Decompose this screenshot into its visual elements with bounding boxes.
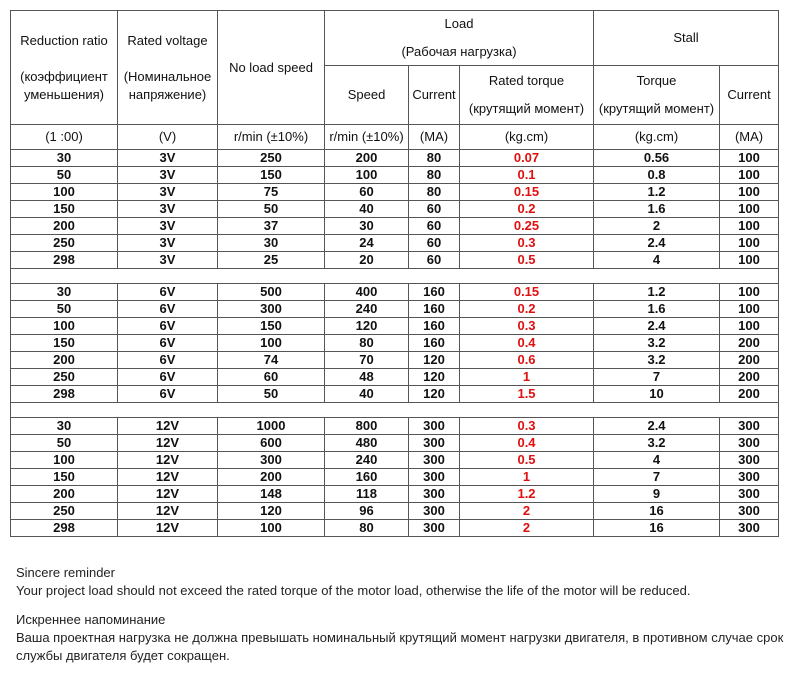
stall-current-cell: 200 xyxy=(720,386,779,403)
stall-current-header: Current xyxy=(720,66,779,125)
no-load-speed-cell: 50 xyxy=(218,386,325,403)
stall-torque-cell: 3.2 xyxy=(594,335,720,352)
voltage-cell: 3V xyxy=(118,201,218,218)
ratio-cell: 298 xyxy=(11,520,118,537)
rated-torque-cell: 1 xyxy=(460,369,594,386)
voltage-cell: 12V xyxy=(118,469,218,486)
load-speed-cell: 96 xyxy=(325,503,409,520)
no-load-speed-cell: 600 xyxy=(218,435,325,452)
stall-torque-cell: 2.4 xyxy=(594,235,720,252)
reminder-en-title: Sincere reminder xyxy=(16,565,115,580)
no-load-speed-cell: 75 xyxy=(218,184,325,201)
rated-torque-cell: 0.1 xyxy=(460,167,594,184)
load-current-cell: 300 xyxy=(409,452,460,469)
voltage-cell: 3V xyxy=(118,252,218,269)
ratio-cell: 200 xyxy=(11,218,118,235)
ratio-cell: 250 xyxy=(11,369,118,386)
voltage-cell: 12V xyxy=(118,486,218,503)
no-load-speed-cell: 150 xyxy=(218,318,325,335)
load-speed-cell: 240 xyxy=(325,301,409,318)
ratio-cell: 30 xyxy=(11,150,118,167)
rated-torque-cell: 1 xyxy=(460,469,594,486)
table-row xyxy=(11,418,779,435)
ratio-cell: 50 xyxy=(11,167,118,184)
rated-torque-cell: 0.15 xyxy=(460,184,594,201)
load-speed-cell: 70 xyxy=(325,352,409,369)
load-current-cell: 60 xyxy=(409,218,460,235)
stall-current-cell: 300 xyxy=(720,503,779,520)
load-speed-cell: 120 xyxy=(325,318,409,335)
load-speed-cell: 100 xyxy=(325,167,409,184)
rated-torque-cell: 0.25 xyxy=(460,218,594,235)
rated-torque-cell: 0.3 xyxy=(460,318,594,335)
stall-current-cell: 100 xyxy=(720,252,779,269)
stall-torque-cell: 2 xyxy=(594,218,720,235)
unit-current: (MA) xyxy=(409,125,460,150)
no-load-speed-cell: 50 xyxy=(218,201,325,218)
voltage-cell: 6V xyxy=(118,335,218,352)
stall-torque-cell: 16 xyxy=(594,503,720,520)
stall-torque-cell: 2.4 xyxy=(594,418,720,435)
group-separator xyxy=(11,269,779,284)
ratio-cell: 100 xyxy=(11,318,118,335)
rated-voltage-header: Rated voltage (Номинальное напряжение) xyxy=(118,11,218,125)
stall-current-cell: 200 xyxy=(720,369,779,386)
rated-torque-cell: 0.4 xyxy=(460,335,594,352)
group-separator xyxy=(11,403,779,418)
no-load-speed-cell: 148 xyxy=(218,486,325,503)
voltage-cell: 3V xyxy=(118,235,218,252)
ratio-cell: 250 xyxy=(11,235,118,252)
voltage-cell: 6V xyxy=(118,386,218,403)
load-speed-cell: 160 xyxy=(325,469,409,486)
stall-torque-cell: 3.2 xyxy=(594,352,720,369)
load-current-cell: 80 xyxy=(409,167,460,184)
voltage-cell: 12V xyxy=(118,418,218,435)
stall-current-cell: 100 xyxy=(720,150,779,167)
no-load-speed-cell: 25 xyxy=(218,252,325,269)
load-speed-cell: 800 xyxy=(325,418,409,435)
stall-current-cell: 100 xyxy=(720,284,779,301)
no-load-speed-cell: 1000 xyxy=(218,418,325,435)
load-speed-header: Speed xyxy=(325,66,409,125)
load-speed-cell: 40 xyxy=(325,201,409,218)
rated-torque-cell: 2 xyxy=(460,520,594,537)
load-current-cell: 60 xyxy=(409,235,460,252)
ratio-cell: 50 xyxy=(11,435,118,452)
no-load-speed-cell: 120 xyxy=(218,503,325,520)
rated-torque-cell: 0.07 xyxy=(460,150,594,167)
load-current-cell: 60 xyxy=(409,252,460,269)
load-speed-cell: 400 xyxy=(325,284,409,301)
ratio-cell: 100 xyxy=(11,184,118,201)
table-row xyxy=(11,318,779,335)
no-load-speed-cell: 300 xyxy=(218,301,325,318)
stall-current-cell: 100 xyxy=(720,167,779,184)
rated-torque-cell: 0.3 xyxy=(460,418,594,435)
reminder-ru-title: Искреннее напоминание xyxy=(16,612,166,627)
ratio-cell: 50 xyxy=(11,301,118,318)
load-current-cell: 120 xyxy=(409,386,460,403)
rated-torque-cell: 0.15 xyxy=(460,284,594,301)
stall-current-cell: 100 xyxy=(720,301,779,318)
load-speed-cell: 118 xyxy=(325,486,409,503)
no-load-speed-header: No load speed xyxy=(218,11,325,125)
ratio-cell: 100 xyxy=(11,452,118,469)
load-current-cell: 120 xyxy=(409,352,460,369)
load-current-cell: 120 xyxy=(409,369,460,386)
ratio-cell: 150 xyxy=(11,201,118,218)
stall-current-cell: 300 xyxy=(720,418,779,435)
stall-torque-header: Torque (крутящий момент) xyxy=(594,66,720,125)
table-row xyxy=(11,335,779,352)
unit-stall-torque: (kg.cm) xyxy=(594,125,720,150)
voltage-cell: 6V xyxy=(118,318,218,335)
no-load-speed-cell: 150 xyxy=(218,167,325,184)
stall-torque-cell: 10 xyxy=(594,386,720,403)
rated-torque-cell: 0.4 xyxy=(460,435,594,452)
voltage-cell: 6V xyxy=(118,369,218,386)
stall-torque-cell: 9 xyxy=(594,486,720,503)
stall-torque-cell: 16 xyxy=(594,520,720,537)
load-speed-cell: 40 xyxy=(325,386,409,403)
voltage-cell: 6V xyxy=(118,352,218,369)
stall-current-cell: 200 xyxy=(720,335,779,352)
no-load-speed-cell: 30 xyxy=(218,235,325,252)
table-row xyxy=(11,201,779,218)
rated-torque-cell: 0.6 xyxy=(460,352,594,369)
load-current-cell: 160 xyxy=(409,318,460,335)
no-load-speed-cell: 100 xyxy=(218,520,325,537)
voltage-cell: 3V xyxy=(118,218,218,235)
stall-torque-cell: 1.6 xyxy=(594,301,720,318)
load-current-cell: 300 xyxy=(409,418,460,435)
unit-no-load-speed: r/min (±10%) xyxy=(218,125,325,150)
load-current-cell: 80 xyxy=(409,150,460,167)
voltage-cell: 12V xyxy=(118,452,218,469)
stall-current-cell: 300 xyxy=(720,435,779,452)
stall-torque-cell: 1.6 xyxy=(594,201,720,218)
table-row xyxy=(11,301,779,318)
no-load-speed-cell: 250 xyxy=(218,150,325,167)
load-speed-cell: 48 xyxy=(325,369,409,386)
table-row xyxy=(11,184,779,201)
unit-stall-current: (MA) xyxy=(720,125,779,150)
table-row xyxy=(11,486,779,503)
voltage-cell: 3V xyxy=(118,184,218,201)
load-speed-cell: 20 xyxy=(325,252,409,269)
load-speed-cell: 30 xyxy=(325,218,409,235)
voltage-cell: 3V xyxy=(118,167,218,184)
load-current-cell: 60 xyxy=(409,201,460,218)
load-speed-cell: 60 xyxy=(325,184,409,201)
ratio-cell: 298 xyxy=(11,252,118,269)
reminder-en xyxy=(16,564,791,600)
reminder-ru-body: Ваша проектная нагрузка не должна превышать номинальный крутящий момент нагрузки двигателя, в противном случае срок службы двигателя будет сокращен. xyxy=(16,630,784,663)
stall-torque-cell: 7 xyxy=(594,369,720,386)
voltage-cell: 3V xyxy=(118,150,218,167)
table-row xyxy=(11,435,779,452)
ratio-cell: 150 xyxy=(11,335,118,352)
load-speed-cell: 80 xyxy=(325,335,409,352)
stall-current-cell: 100 xyxy=(720,218,779,235)
load-current-cell: 160 xyxy=(409,335,460,352)
stall-torque-cell: 7 xyxy=(594,469,720,486)
unit-ratio: (1 :00) xyxy=(11,125,118,150)
table-row xyxy=(11,520,779,537)
stall-current-cell: 100 xyxy=(720,235,779,252)
stall-header: Stall xyxy=(594,11,779,66)
stall-torque-cell: 2.4 xyxy=(594,318,720,335)
table-row xyxy=(11,218,779,235)
no-load-speed-cell: 100 xyxy=(218,335,325,352)
table-row xyxy=(11,167,779,184)
stall-current-cell: 300 xyxy=(720,486,779,503)
voltage-cell: 12V xyxy=(118,520,218,537)
table-row xyxy=(11,252,779,269)
ratio-cell: 250 xyxy=(11,503,118,520)
load-speed-cell: 80 xyxy=(325,520,409,537)
unit-speed: r/min (±10%) xyxy=(325,125,409,150)
table-row xyxy=(11,386,779,403)
voltage-cell: 12V xyxy=(118,503,218,520)
table-row xyxy=(11,284,779,301)
table-row xyxy=(11,369,779,386)
table-row xyxy=(11,452,779,469)
load-speed-cell: 240 xyxy=(325,452,409,469)
rated-torque-cell: 0.5 xyxy=(460,452,594,469)
ratio-cell: 150 xyxy=(11,469,118,486)
stall-current-cell: 300 xyxy=(720,452,779,469)
load-speed-cell: 200 xyxy=(325,150,409,167)
unit-voltage: (V) xyxy=(118,125,218,150)
load-speed-cell: 480 xyxy=(325,435,409,452)
rated-torque-cell: 0.2 xyxy=(460,201,594,218)
no-load-speed-cell: 74 xyxy=(218,352,325,369)
ratio-cell: 30 xyxy=(11,284,118,301)
stall-current-cell: 100 xyxy=(720,318,779,335)
stall-torque-cell: 1.2 xyxy=(594,184,720,201)
stall-torque-cell: 0.56 xyxy=(594,150,720,167)
rated-torque-cell: 0.3 xyxy=(460,235,594,252)
no-load-speed-cell: 60 xyxy=(218,369,325,386)
reduction-ratio-header: Reduction ratio (коэффициент уменьшения) xyxy=(11,11,118,125)
stall-current-cell: 300 xyxy=(720,520,779,537)
ratio-cell: 30 xyxy=(11,418,118,435)
rated-torque-cell: 0.2 xyxy=(460,301,594,318)
ratio-cell: 298 xyxy=(11,386,118,403)
voltage-cell: 6V xyxy=(118,301,218,318)
voltage-cell: 6V xyxy=(118,284,218,301)
no-load-speed-cell: 300 xyxy=(218,452,325,469)
rated-torque-cell: 1.2 xyxy=(460,486,594,503)
stall-torque-cell: 4 xyxy=(594,452,720,469)
unit-rated-torque: (kg.cm) xyxy=(460,125,594,150)
load-current-cell: 300 xyxy=(409,503,460,520)
table-row xyxy=(11,150,779,167)
load-speed-cell: 24 xyxy=(325,235,409,252)
stall-current-cell: 300 xyxy=(720,469,779,486)
stall-torque-cell: 4 xyxy=(594,252,720,269)
load-current-cell: 160 xyxy=(409,284,460,301)
stall-current-cell: 100 xyxy=(720,201,779,218)
load-header: Load (Рабочая нагрузка) xyxy=(325,11,594,66)
rated-torque-header: Rated torque (крутящий момент) xyxy=(460,66,594,125)
load-current-cell: 300 xyxy=(409,435,460,452)
no-load-speed-cell: 200 xyxy=(218,469,325,486)
ratio-cell: 200 xyxy=(11,352,118,369)
reminder-en-body: Your project load should not exceed the rated torque of the motor load, otherwise the life of the motor will be reduced. xyxy=(16,583,691,598)
load-current-cell: 300 xyxy=(409,469,460,486)
load-current-cell: 300 xyxy=(409,520,460,537)
table-row xyxy=(11,469,779,486)
rated-torque-cell: 0.5 xyxy=(460,252,594,269)
rated-torque-cell: 1.5 xyxy=(460,386,594,403)
table-row xyxy=(11,352,779,369)
reminder-ru xyxy=(16,611,791,665)
voltage-cell: 12V xyxy=(118,435,218,452)
stall-torque-cell: 1.2 xyxy=(594,284,720,301)
load-current-cell: 80 xyxy=(409,184,460,201)
rated-torque-cell: 2 xyxy=(460,503,594,520)
ratio-cell: 200 xyxy=(11,486,118,503)
load-current-cell: 300 xyxy=(409,486,460,503)
stall-current-cell: 200 xyxy=(720,352,779,369)
table-row xyxy=(11,503,779,520)
load-current-cell: 160 xyxy=(409,301,460,318)
stall-torque-cell: 0.8 xyxy=(594,167,720,184)
stall-current-cell: 100 xyxy=(720,184,779,201)
table-row xyxy=(11,235,779,252)
spec-table xyxy=(10,10,779,537)
no-load-speed-cell: 500 xyxy=(218,284,325,301)
no-load-speed-cell: 37 xyxy=(218,218,325,235)
stall-torque-cell: 3.2 xyxy=(594,435,720,452)
load-current-header: Current xyxy=(409,66,460,125)
